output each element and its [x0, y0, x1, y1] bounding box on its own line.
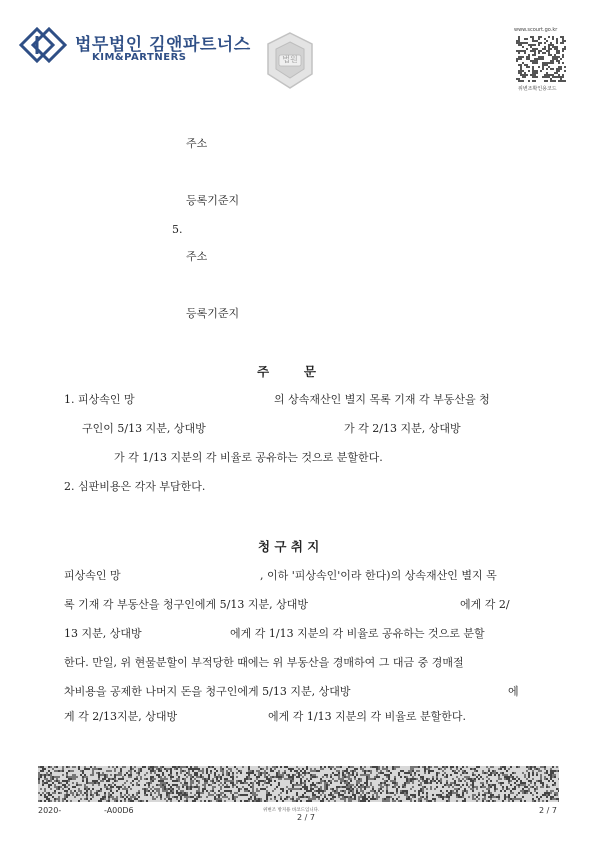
document-code: -A00D6	[104, 806, 134, 815]
judgment-line: 가 각 1/13 지분의 각 비율로 공유하는 것으로 분할한다.	[114, 451, 383, 464]
verification-url: www.scourt.go.kr	[514, 27, 558, 33]
claim-line: 록 기재 각 부동산을 청구인에게 5/13 지분, 상대방	[64, 598, 308, 611]
judgment-line: 가 각 2/13 지분, 상대방	[344, 422, 461, 435]
firm-logo-icon	[18, 26, 68, 64]
barcode-note: 위변조 방지용 바코드입니다.	[263, 808, 320, 813]
claim-line: 13 지분, 상대방	[64, 627, 142, 640]
registration-label: 등록기준지	[186, 194, 240, 207]
qr-code-icon	[516, 36, 566, 82]
claim-line: 게 각 2/13지분, 상대방	[64, 710, 178, 723]
claim-line: , 이하 '피상속인'이라 한다)의 상속재산인 별지 목	[260, 569, 497, 582]
page-number-right: 2 / 7	[539, 806, 557, 815]
claim-line: 차비용을 공제한 나머지 돈을 청구인에게 5/13 지분, 상대방	[64, 685, 351, 698]
address-label: 주소	[186, 250, 208, 263]
claim-line: 에게 각 1/13 지분의 각 비율로 분할한다.	[268, 710, 466, 723]
court-seal-emblem	[262, 30, 318, 92]
firm-name-korean: 법무법인 김앤파트너스	[75, 35, 251, 55]
claim-line: 피상속인 망	[64, 569, 121, 582]
page-number-center: 2 / 7	[297, 813, 315, 822]
claim-heading: 청 구 취 지	[258, 539, 320, 554]
claim-line: 에게 각 1/13 지분의 각 비율로 공유하는 것으로 분할	[230, 627, 485, 640]
registration-label: 등록기준지	[186, 307, 240, 320]
security-barcode	[38, 766, 559, 802]
judgment-line: 구인이 5/13 지분, 상대방	[82, 422, 206, 435]
address-label: 주소	[186, 137, 208, 150]
claim-line: 에	[508, 685, 519, 698]
qr-caption: 위변조확인용코드	[518, 86, 557, 92]
seal-text: 법원	[282, 55, 298, 64]
judgment-line: 1. 피상속인 망	[64, 393, 135, 406]
firm-name-english: KIM&PARTNERS	[92, 52, 187, 63]
party-number: 5.	[172, 223, 183, 236]
claim-line: 한다. 만일, 위 현물분할이 부적당한 때에는 위 부동산을 경매하여 그 대금 중 경매절	[64, 656, 464, 669]
judgment-line: 2. 심판비용은 각자 부담한다.	[64, 480, 206, 493]
claim-line: 에게 각 2/	[460, 598, 510, 611]
document-year: 2020-	[38, 806, 62, 815]
judgment-heading: 주 문	[257, 364, 316, 379]
judgment-line: 의 상속재산인 별지 목록 기재 각 부동산을 청	[274, 393, 490, 406]
